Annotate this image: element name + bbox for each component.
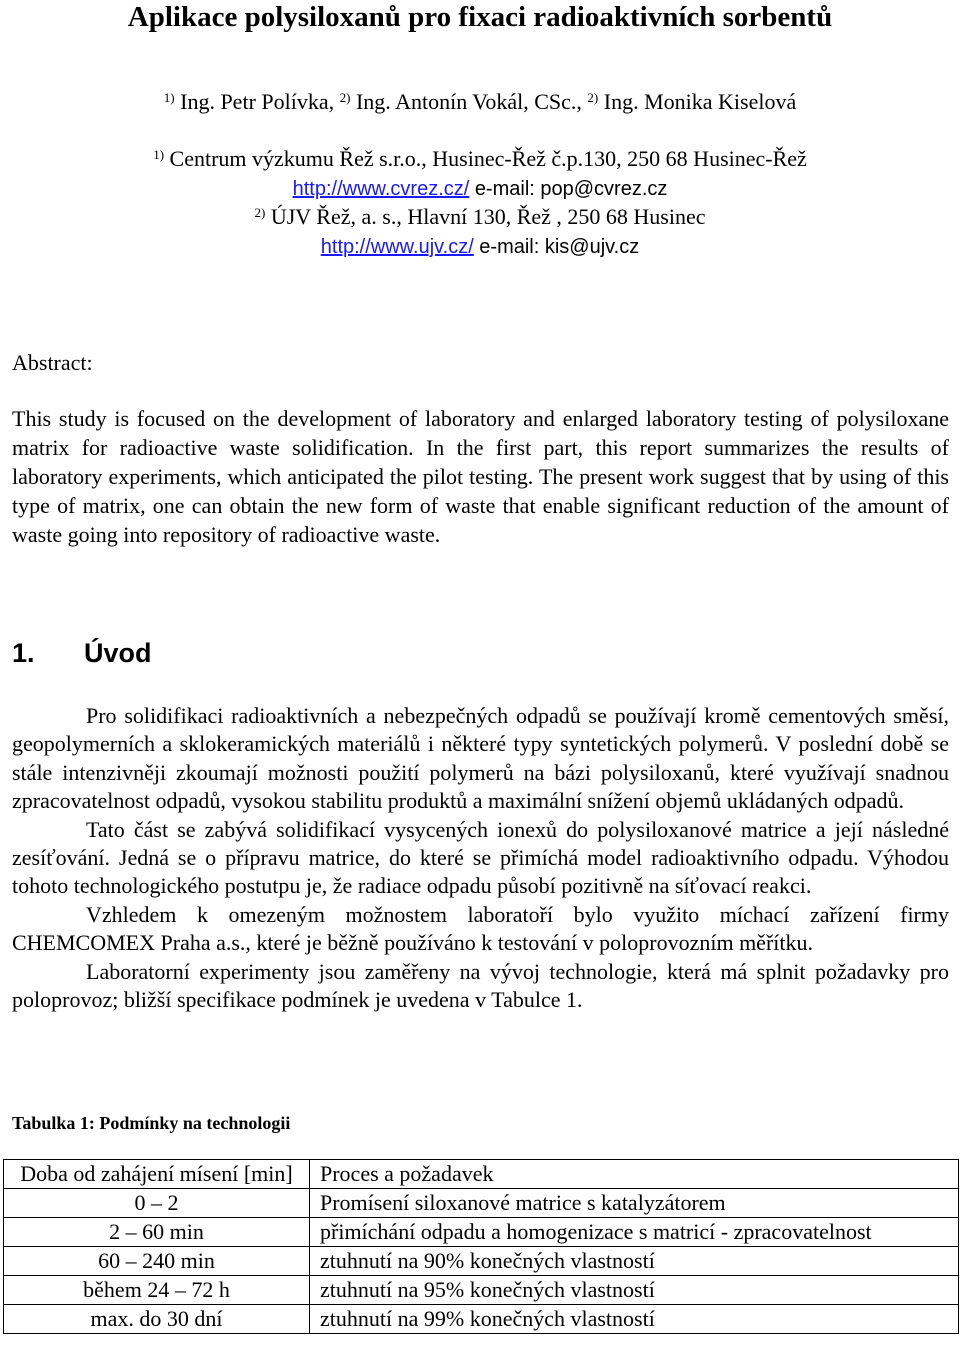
table-cell-time: 0 – 2	[4, 1189, 310, 1218]
body-paragraph: Vzhledem k omezeným možnostem laboratoří bylo využito míchací zařízení firmy CHEMCOMEX Praha a.s., které je běžně používáno k testování v poloprovozním měřítku.	[12, 901, 949, 956]
table-cell-process: ztuhnutí na 99% konečných vlastností	[310, 1305, 959, 1334]
affiliation-1-contact	[0, 174, 960, 203]
author-2-superscript: 2)	[339, 89, 351, 105]
conditions-table	[3, 1159, 959, 1334]
author-1-superscript: 1)	[163, 89, 175, 105]
section-title: Úvod	[84, 638, 152, 668]
affiliation-1-superscript: 1)	[153, 146, 165, 162]
table-row	[4, 1247, 959, 1276]
table-header-process: Proces a požadavek	[310, 1160, 959, 1189]
body-paragraph: Laboratorní experimenty jsou zaměřeny na vývoj technologie, která má splnit požadavky pro poloprovoz; bližší specifikace podmínek je uvedena v Tabulce 1.	[12, 958, 949, 1013]
table-header-time: Doba od zahájení mísení [min]	[4, 1160, 310, 1189]
abstract-label: Abstract:	[12, 350, 93, 375]
section-body	[12, 702, 949, 1014]
table-cell-process: Promísení siloxanové matrice s katalyzátorem	[310, 1189, 959, 1218]
author-3-superscript: 2)	[587, 89, 599, 105]
affiliation-1-address: Centrum výzkumu Řež s.r.o., Husinec-Řež č.p.130, 250 68 Husinec-Řež	[169, 146, 807, 171]
table-cell-process: přimíchání odpadu a homogenizace s matricí - zpracovatelnost	[310, 1218, 959, 1247]
author-1-name: Ing. Petr Polívka,	[180, 89, 335, 114]
affiliation-1-email: e-mail: pop@cvrez.cz	[474, 178, 668, 200]
author-2-name: Ing. Antonín Vokál, CSc.,	[355, 89, 582, 114]
affiliation-2-url-link[interactable]: http://www.ujv.cz/	[320, 236, 474, 258]
affiliation-1	[0, 145, 960, 173]
affiliation-2-address: ÚJV Řež, a. s., Hlavní 130, Řež , 250 68 Husinec	[270, 204, 706, 229]
table-row	[4, 1189, 959, 1218]
table-row	[4, 1276, 959, 1305]
table-cell-time: 2 – 60 min	[4, 1218, 310, 1247]
table-cell-process: ztuhnutí na 95% konečných vlastností	[310, 1276, 959, 1305]
table-cell-time: během 24 – 72 h	[4, 1276, 310, 1305]
body-paragraph: Tato část se zabývá solidifikací vysycených ionexů do polysiloxanové matrice a její následné zesíťování. Jedná se o přípravu matrice, do které se přimíchá model radioaktivního odpadu. Výhodou tohoto technologického postutpu je, že radiace odpadu působí pozitivně na síťovací reakci.	[12, 816, 949, 899]
table-cell-time: max. do 30 dní	[4, 1305, 310, 1334]
affiliation-2-contact	[0, 232, 960, 261]
table-caption: Tabulka 1: Podmínky na technologii	[12, 1113, 291, 1133]
paper-title: Aplikace polysiloxanů pro fixaci radioaktivních sorbentů	[127, 1, 833, 33]
affiliation-2-email: e-mail: kis@ujv.cz	[479, 236, 640, 258]
abstract-text: This study is focused on the development of laboratory and enlarged laboratory testing of polysiloxane matrix for radioactive waste solidification. In the first part, this report summarizes the results of laboratory experiments, which anticipated the pilot testing. The present work suggest that by using of this type of matrix, one can obtain the new form of waste that enable significant reduction of the amount of waste going into repository of radioactive waste.	[12, 406, 949, 547]
table-row	[4, 1218, 959, 1247]
affiliation-2	[0, 203, 960, 231]
table-row	[4, 1305, 959, 1334]
affiliation-1-url-link[interactable]: http://www.cvrez.cz/	[292, 178, 470, 200]
table-cell-time: 60 – 240 min	[4, 1247, 310, 1276]
table-cell-process: ztuhnutí na 90% konečných vlastností	[310, 1247, 959, 1276]
author-3-name: Ing. Monika Kiselová	[603, 89, 797, 114]
section-heading	[12, 636, 152, 670]
section-number: 1.	[12, 638, 35, 668]
body-paragraph: Pro solidifikaci radioaktivních a nebezpečných odpadů se používají kromě cementových směsí, geopolymerních a sklokeramických materiálů i některé typy syntetických polymerů. V poslední době se stále intenzivněji zkoumají možnosti použití polymerů na bázi polysiloxanů, které využívají snadnou zpracovatelnost odpadů, vysokou stabilitu produktů a maximální snížení objemů ukládaných odpadů.	[12, 703, 949, 814]
author-line	[0, 88, 960, 116]
affiliation-2-superscript: 2)	[254, 204, 266, 220]
table-header-row	[4, 1160, 959, 1189]
